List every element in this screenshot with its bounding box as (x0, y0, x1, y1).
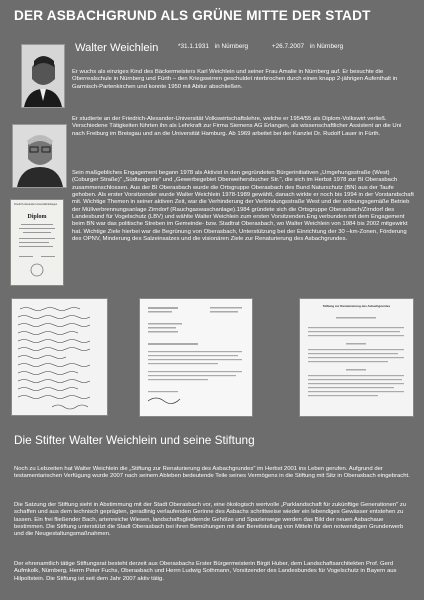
page-title: DER ASBACHGRUND ALS GRÜNE MITTE DER STADT (14, 8, 371, 23)
birth-date: *31.1.1931 (178, 43, 209, 50)
portrait-photo-older (12, 124, 67, 188)
diploma-subtitle: Friedrich-Alexander-Universität Erlangen (14, 203, 58, 206)
statute-heading: Stiftung zur Renaturierung des Asbachgrundes (322, 304, 391, 308)
foundation-paragraph-3: Der ehrenamtlich tätige Stiftungsrat besteht derzeit aus Oberasbachs Erster Bürgermeisterin Birgit Huber, dem Landschaftsarchitekten Prof. Gerd Aufmkolk, Nürnberg, Herrn Peter Fuchs, Oberasbach und Herrn Ludwig Sothmann, Vorsitzender des Landesbundes für Vogelschutz in Bayern aus Hilpoltstein. Die Stiftung ist seit dem Jahr 2007 aktiv tätig. (14, 561, 397, 582)
diploma-image (10, 199, 64, 286)
foundation-paragraph-1: Noch zu Lebzeiten hat Walter Weichlein die „Stiftung zur Renaturierung des Asbachgrundes" im Herbst 2001 ins Leben gerufen. Aufgrund der testamentarischen Verfügung wurde 2007 nach seinem Ableben bedeutende Teile seines Vermögens in die Stiftung mit Sitz in Oberasbach eingebracht. (14, 466, 410, 480)
person-dates (178, 43, 347, 50)
bio-paragraph-1: Er wuchs als einziges Kind des Bäckermeisters Karl Weichlein und seiner Frau Amalie in Nürnberg auf. Er besuchte die Oberrealschule in Nürnberg und Fürth – den Kriegswirren geschuldet nterbrochen durch einen knapp 2-jährigen Aufenthalt in Garmisch-Partenkirchen und konnte 1950 mit Abitur abschließen. (72, 69, 398, 90)
portrait-photo-young (21, 44, 65, 108)
person-name: Walter Weichlein (75, 42, 159, 54)
birth-place: in Nürnberg (214, 43, 249, 50)
bio-paragraph-2: Er studierte an der Friedrich-Alexander-Universität Volkswirtschaftslehre, welche er 1954/55 als Diplom-Volkswirt verließ. Verschiedene Tätigkeiten führten ihn als Lehrkraft zur Firma Siemens AG Erlangen, als wissenschaftlicher Assistent an die Uni nach Freiburg im Breisgau und an die Universität Hamburg. Ab 1969 arbeitet bei der Kanzlei Dr. Rudolf Lauer in Fürth. (72, 116, 402, 137)
section-title: Die Stifter Walter Weichlein und seine Stiftung (14, 433, 255, 447)
foundation-paragraph-2: Die Satzung der Stiftung sieht in Abstimmung mit der Stadt Oberasbach vor, eine ökologisch wertvolle „Parklandschaft für zukünftige Generationen" zu schaffen und aus dem technisch geprägten, geradlinig verlaufenden Gerinne des Asbachs schrittweise wieder ein lebendiges Gewässer entstehen zu lassen. Ein frei fließender Bach, artenreiche Wiesen, landschaftsgliedernde Gehölze und Spazierwege werden das Bild der neuen Asbachaue bestimmen. Die Stiftung unterstützt die Stadt Oberasbach bei ihren Bemühungen mit der Bereitstellung von Mitteln für den notwendigen Grunderwerb und die Neugestaltungsmaßnahmen. (14, 502, 407, 538)
page-header (0, 0, 424, 33)
diploma-title: Diplom (27, 214, 47, 220)
death-date: +26.7.2007 (271, 43, 305, 50)
handwritten-letter-image (11, 298, 108, 416)
death-place: in Nürnberg (309, 43, 344, 50)
foundation-statute-image (299, 298, 414, 417)
bio-paragraph-3: Sein maßgebliches Engagement begann 1978 als Aktivist in den gegründeten Bürgerinitiativen „Umgehungsstraße (West) (Coburger Straße)" „Südtangente" und „Gewerbegebiet Oberweihersbucher Str.", die sich im Herbst 1978 zur BI Oberasbach zusammenschlossen. Aus der BI Oberasbach wurde die Ortsgruppe Oberasbach des Bund Naturschutz (BN) aus der Taufe gehoben. Als erster Vorsitzender wurde Walter Weichlein 1978-1989 gewählt, danach wirkte er noch bis 1994 in der Vorstandschaft mit. Wichtige Themen in seiner aktiven Zeit, war die Verhinderung der Verbindungsstraße West und der ordnungsgemäße Betrieb der Müllverbrennungsanlage Zirndorf (Rauchgaswaschanlage).1984 gründete sich die Ortsgruppe Oberasbach/Zirndorf des Landesbund für Vogelschutz (LBV) und wählte Walter Weichlein zum ersten Vorsitzenden.Eng verbunden mit dem Engagement beim BN war das politische Streben im Gemeinde- bzw. Stadtrat Oberasbach, wo Walter Weichlein von 1984 bis 2002 mitgewirkt hat. Wichtige Ziele hierbei war die Begrünung von Oberasbach, Unterstützung bei der Einrichtung der 30 –km-Zonen, Förderung des OPNV, Minderung des Salzeinsatzes und die visionären Ziele zur Renaturierung des Asbachgrundes. (72, 170, 414, 243)
typed-letter-image (139, 298, 253, 417)
